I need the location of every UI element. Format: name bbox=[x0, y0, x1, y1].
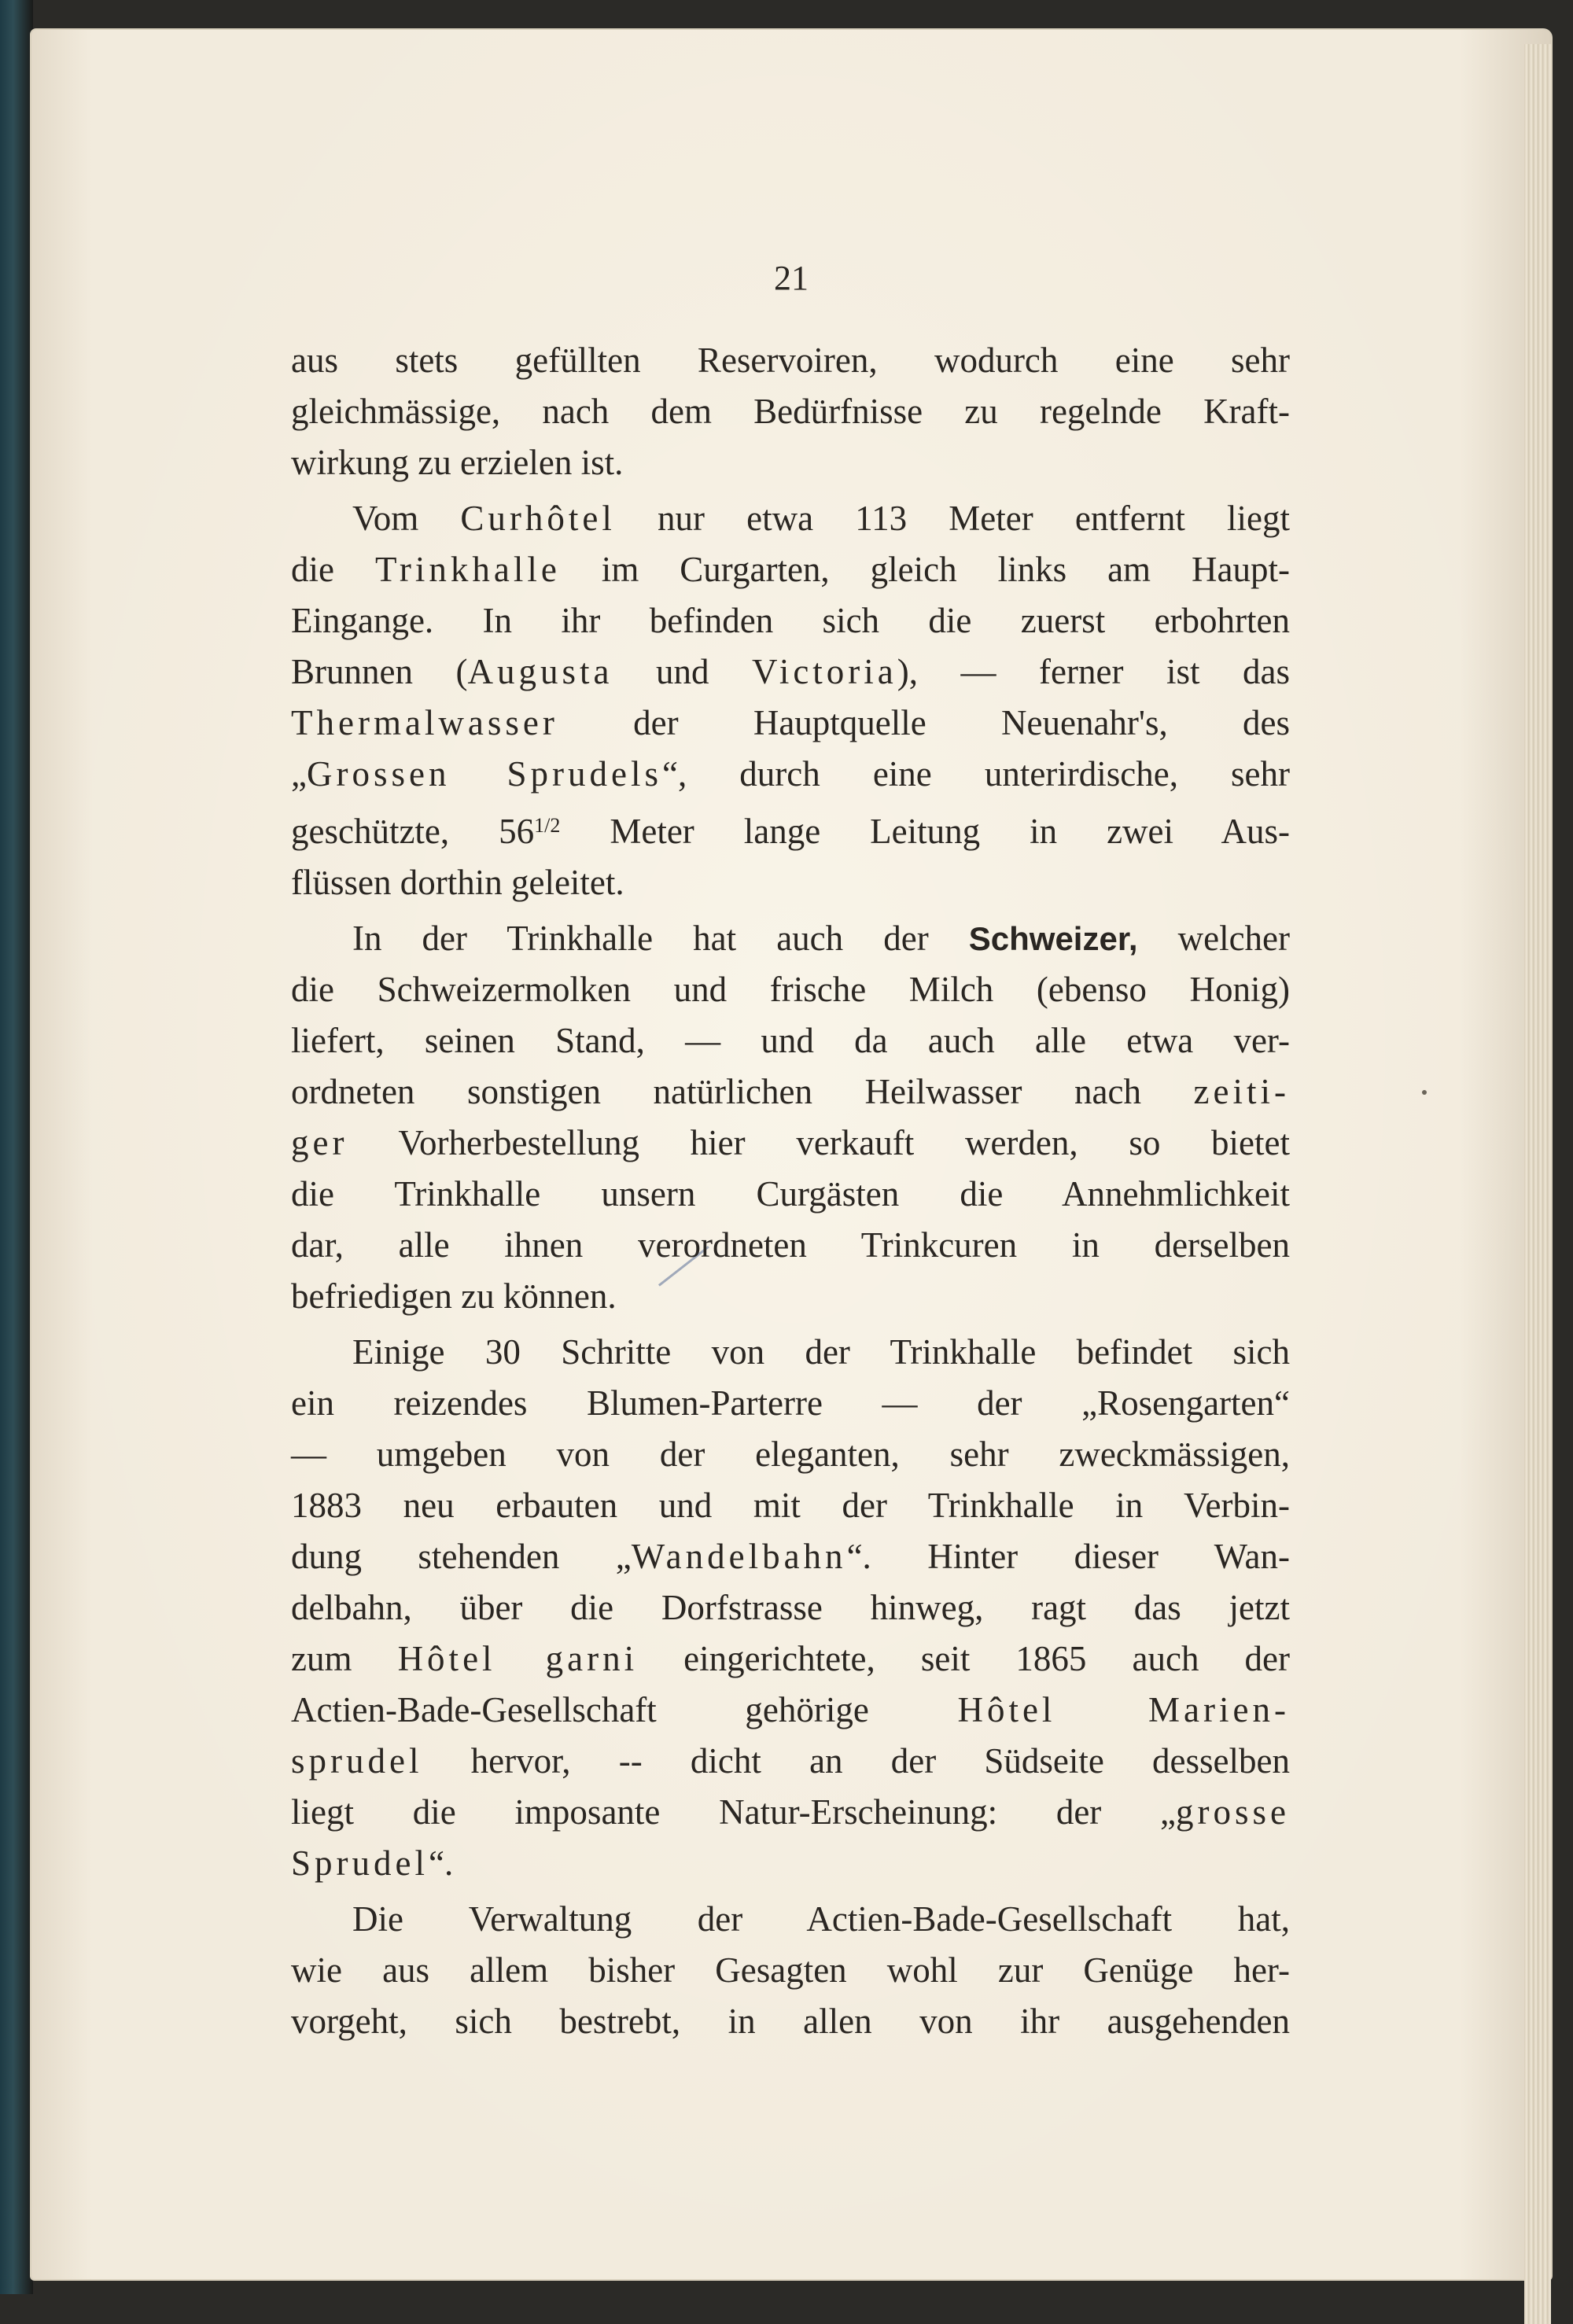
text-run: — umgeben von der eleganten, sehr zweckmässigen, bbox=[291, 1435, 1290, 1474]
text-spaced: Hôtel Marien- bbox=[957, 1690, 1290, 1729]
text-spaced: grosse bbox=[1176, 1792, 1290, 1832]
margin-dot bbox=[1422, 1090, 1427, 1095]
text-line bbox=[291, 544, 1290, 595]
text-run: dung stehenden „ bbox=[291, 1537, 632, 1576]
text-spaced: Augusta bbox=[467, 652, 613, 691]
text-run: “. Hinter dieser Wan- bbox=[846, 1537, 1290, 1576]
text-line bbox=[291, 1066, 1290, 1118]
text-run: Vom bbox=[352, 499, 461, 538]
page-number: 21 bbox=[774, 259, 809, 297]
text-run: hervor, -- dicht an der Südseite desselben bbox=[422, 1741, 1290, 1781]
text-spaced: zeiti- bbox=[1193, 1072, 1290, 1111]
text-run: liegt die imposante Natur-Erscheinung: der „ bbox=[291, 1792, 1177, 1832]
text-run: „ bbox=[291, 754, 307, 794]
text-run: die Schweizermolken und frische Milch (ebenso Honig) bbox=[291, 970, 1290, 1009]
text-line bbox=[291, 1736, 1290, 1787]
text-spaced: Hôtel garni bbox=[397, 1639, 639, 1678]
text-spaced: Victoria bbox=[752, 652, 897, 691]
text-spaced: Wandelbahn bbox=[631, 1537, 847, 1576]
text-line bbox=[291, 1378, 1290, 1429]
text-run: vorgeht, sich bestrebt, in allen von ihr ausgehenden bbox=[291, 2002, 1290, 2041]
text-line bbox=[291, 749, 1290, 800]
text-spaced: sprudel bbox=[291, 1741, 423, 1781]
text-run: dar, alle ihnen verordneten Trinkcuren in derselben bbox=[291, 1225, 1290, 1265]
text-run: Brunnen ( bbox=[291, 652, 468, 691]
text-run: liefert, seinen Stand, — und da auch alle etwa ver- bbox=[291, 1021, 1290, 1060]
text-run: aus stets gefüllten Reservoiren, wodurch eine sehr bbox=[291, 341, 1290, 380]
text-line bbox=[291, 1271, 1290, 1322]
text-line bbox=[291, 1220, 1290, 1271]
text-run: Actien-Bade-Gesellschaft gehörige bbox=[291, 1690, 958, 1729]
text-bold: Schweizer, bbox=[968, 920, 1138, 957]
text-line bbox=[291, 1169, 1290, 1220]
text-run: 1883 neu erbauten und mit der Trinkhalle in Verbin- bbox=[291, 1486, 1290, 1525]
text-line bbox=[291, 1015, 1290, 1066]
text-run: der Hauptquelle Neuenahr's, des bbox=[558, 703, 1290, 742]
text-line bbox=[291, 1787, 1290, 1838]
text-run: welcher bbox=[1137, 919, 1291, 958]
text-line bbox=[291, 1429, 1290, 1480]
text-run: eingerichtete, seit 1865 auch der bbox=[638, 1639, 1291, 1678]
text-run: gleichmässige, nach dem Bedürfnisse zu regelnde Kraft- bbox=[291, 392, 1290, 431]
text-line bbox=[291, 1945, 1290, 1996]
text-line bbox=[291, 1531, 1290, 1582]
text-line bbox=[291, 1582, 1290, 1633]
text-run: die bbox=[291, 550, 375, 589]
text-spaced: Trinkhalle bbox=[374, 550, 561, 589]
text-run: In der Trinkhalle hat auch der bbox=[352, 919, 969, 958]
text-line bbox=[291, 1838, 1290, 1889]
text-run: wirkung zu erzielen ist. bbox=[291, 443, 624, 482]
text-line bbox=[291, 1894, 1290, 1945]
text-spaced: Sprudel bbox=[291, 1843, 429, 1883]
text-run: wie aus allem bisher Gesagten wohl zur Genüge her- bbox=[291, 1950, 1290, 1990]
text-line bbox=[291, 437, 1290, 488]
text-line bbox=[291, 1996, 1290, 2047]
text-line bbox=[291, 595, 1290, 646]
text-line bbox=[291, 964, 1290, 1015]
text-run: “. bbox=[429, 1843, 454, 1883]
text-line bbox=[291, 1480, 1290, 1531]
text-run: Eingange. In ihr befinden sich die zuerst erbohrten bbox=[291, 601, 1290, 640]
text-run: delbahn, über die Dorfstrasse hinweg, ragt das jetzt bbox=[291, 1588, 1290, 1627]
text-run: Die Verwaltung der Actien-Bade-Gesellschaft hat, bbox=[352, 1899, 1290, 1939]
text-line bbox=[291, 386, 1290, 437]
text-line bbox=[291, 1633, 1290, 1685]
text-line bbox=[291, 857, 1290, 908]
text-run: ordneten sonstigen natürlichen Heilwasser nach bbox=[291, 1072, 1194, 1111]
text-run: die Trinkhalle unsern Curgästen die Annehmlichkeit bbox=[291, 1174, 1290, 1214]
paragraph bbox=[291, 913, 1290, 1322]
text-line bbox=[291, 646, 1290, 698]
paragraph bbox=[291, 335, 1290, 488]
text-spaced: Grossen Sprudels bbox=[306, 754, 663, 794]
text-line bbox=[291, 913, 1290, 964]
text-line bbox=[291, 1685, 1290, 1736]
text-spaced: ger bbox=[291, 1123, 348, 1162]
text-run: zum bbox=[291, 1639, 398, 1678]
paragraph bbox=[291, 1327, 1290, 1889]
text-spaced: Thermalwasser bbox=[291, 703, 558, 742]
book-page bbox=[31, 30, 1551, 2279]
text-run: Meter lange Leitung in zwei Aus- bbox=[560, 812, 1290, 851]
text-run: ), — ferner ist das bbox=[897, 652, 1290, 691]
text-run: Vorherbestellung hier verkauft werden, so bietet bbox=[348, 1123, 1290, 1162]
text-run: befriedigen zu können. bbox=[291, 1276, 617, 1316]
text-run: und bbox=[613, 652, 753, 691]
text-run: Einige 30 Schritte von der Trinkhalle befindet sich bbox=[352, 1332, 1290, 1372]
text-line bbox=[291, 493, 1290, 544]
text-spaced: Curhôtel bbox=[460, 499, 616, 538]
scan-background-left bbox=[0, 0, 33, 2294]
text-line bbox=[291, 800, 1290, 857]
text-sup: 1/2 bbox=[534, 814, 561, 837]
body-text bbox=[291, 335, 1290, 2047]
text-line bbox=[291, 1327, 1290, 1378]
text-run: nur etwa 113 Meter entfernt liegt bbox=[615, 499, 1290, 538]
text-run: “, durch eine unterirdische, sehr bbox=[662, 754, 1291, 794]
paragraph bbox=[291, 1894, 1290, 2047]
text-run: ein reizendes Blumen-Parterre — der „Rosengarten“ bbox=[291, 1383, 1290, 1423]
text-line bbox=[291, 1118, 1290, 1169]
paragraph bbox=[291, 493, 1290, 908]
text-line bbox=[291, 335, 1290, 386]
text-run: flüssen dorthin geleitet. bbox=[291, 863, 624, 902]
text-run: geschützte, 56 bbox=[291, 812, 535, 851]
page-edges bbox=[1524, 44, 1551, 2324]
text-line bbox=[291, 698, 1290, 749]
text-run: im Curgarten, gleich links am Haupt- bbox=[560, 550, 1290, 589]
